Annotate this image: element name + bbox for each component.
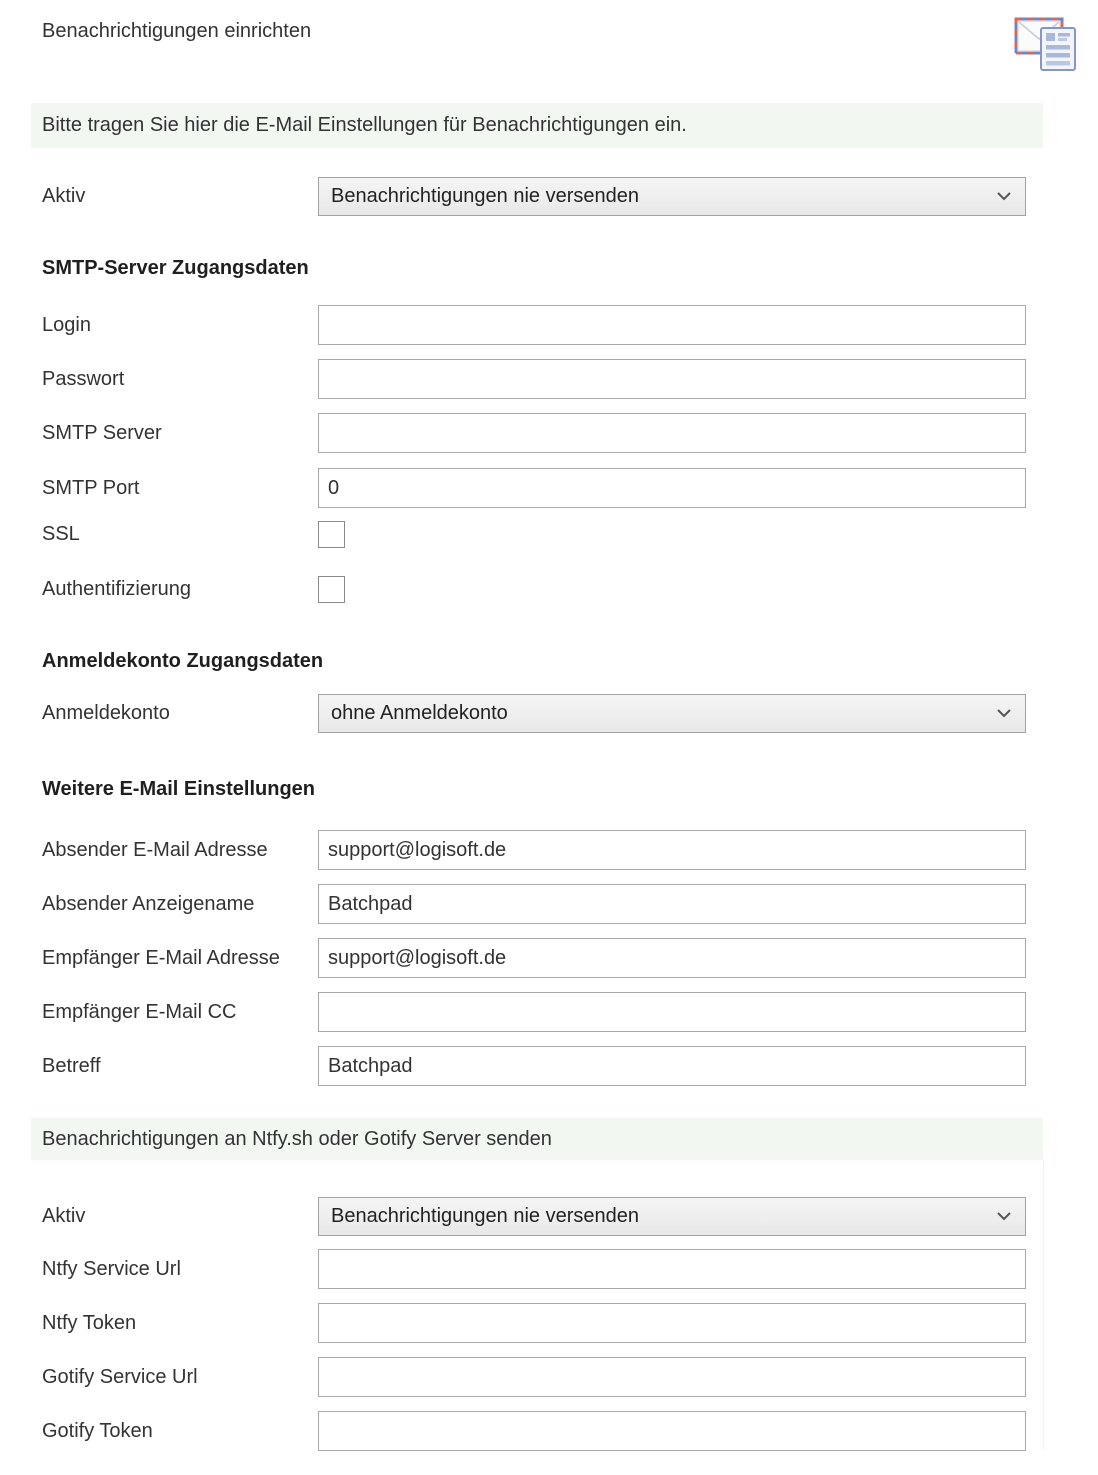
login-label: Login [42, 313, 91, 336]
ntfy-aktiv-value: Benachrichtigungen nie versenden [331, 1205, 639, 1227]
panel-edge-line [1043, 1160, 1044, 1450]
smtp-server-input[interactable] [318, 413, 1026, 453]
betreff-input[interactable] [318, 1046, 1026, 1086]
email-aktiv-value: Benachrichtigungen nie versenden [331, 185, 639, 207]
ntfy-banner-text: Benachrichtigungen an Ntfy.sh oder Gotify Server senden [42, 1127, 552, 1150]
smtp-server-label: SMTP Server [42, 421, 162, 444]
smtp-section-header: SMTP-Server Zugangsdaten [42, 257, 309, 279]
gotify-token-label: Gotify Token [42, 1419, 153, 1442]
anmeldekonto-section-header: Anmeldekonto Zugangsdaten [42, 650, 324, 672]
authentifizierung-label: Authentifizierung [42, 577, 191, 600]
absender-name-input[interactable] [318, 884, 1026, 924]
email-aktiv-label: Aktiv [42, 185, 86, 207]
smtp-port-label: SMTP Port [42, 476, 140, 499]
absender-adresse-input[interactable] [318, 830, 1026, 870]
ntfy-token-label: Ntfy Token [42, 1311, 137, 1334]
gotify-url-input[interactable] [318, 1357, 1026, 1397]
passwort-row [42, 359, 1026, 399]
gotify-token-input[interactable] [318, 1411, 1026, 1451]
betreff-row [42, 1046, 1026, 1086]
ssl-label: SSL [42, 522, 80, 545]
mail-notification-icon [1013, 12, 1079, 72]
passwort-label: Passwort [42, 367, 125, 390]
ntfy-token-input[interactable] [318, 1303, 1026, 1343]
authentifizierung-row [42, 575, 1026, 603]
email-intro-text: Bitte tragen Sie hier die E-Mail Einstellungen für Benachrichtigungen ein. [42, 114, 687, 136]
smtp-port-row [42, 468, 1026, 508]
ssl-row [42, 520, 1026, 548]
absender-adresse-row [42, 830, 1026, 870]
ntfy-url-row [42, 1249, 1026, 1289]
ntfy-aktiv-dropdown[interactable] [318, 1197, 1026, 1236]
ntfy-aktiv-row [42, 1197, 1026, 1236]
absender-name-row [42, 884, 1026, 924]
betreff-label: Betreff [42, 1054, 101, 1077]
gotify-url-row [42, 1357, 1026, 1397]
ntfy-token-row [42, 1303, 1026, 1343]
email-aktiv-row [42, 177, 1026, 216]
chevron-down-icon [997, 1212, 1011, 1221]
gotify-url-label: Gotify Service Url [42, 1365, 198, 1388]
ntfy-url-label: Ntfy Service Url [42, 1257, 181, 1280]
smtp-port-input[interactable] [318, 468, 1026, 508]
absender-name-label: Absender Anzeigename [42, 892, 255, 915]
chevron-down-icon [997, 709, 1011, 718]
ssl-checkbox[interactable] [318, 521, 345, 548]
chevron-down-icon [997, 192, 1011, 201]
smtp-server-row [42, 413, 1026, 453]
anmeldekonto-label: Anmeldekonto [42, 702, 170, 724]
empfaenger-adresse-row [42, 938, 1026, 978]
absender-adresse-label: Absender E-Mail Adresse [42, 838, 268, 861]
gotify-token-row [42, 1411, 1026, 1451]
anmeldekonto-value: ohne Anmeldekonto [331, 702, 508, 724]
ntfy-aktiv-label: Aktiv [42, 1205, 86, 1227]
login-row [42, 305, 1026, 345]
authentifizierung-checkbox[interactable] [318, 576, 345, 603]
page-title: Benachrichtigungen einrichten [42, 20, 312, 42]
login-input[interactable] [318, 305, 1026, 345]
passwort-input[interactable] [318, 359, 1026, 399]
email-aktiv-dropdown[interactable] [318, 177, 1026, 216]
empfaenger-cc-input[interactable] [318, 992, 1026, 1032]
weitere-section-header: Weitere E-Mail Einstellungen [42, 778, 316, 800]
empfaenger-cc-label: Empfänger E-Mail CC [42, 1000, 237, 1023]
email-intro-banner [31, 103, 1043, 148]
empfaenger-cc-row [42, 992, 1026, 1032]
empfaenger-adresse-input[interactable] [318, 938, 1026, 978]
anmeldekonto-dropdown[interactable] [318, 694, 1026, 733]
ntfy-url-input[interactable] [318, 1249, 1026, 1289]
ntfy-banner [31, 1118, 1043, 1160]
empfaenger-adresse-label: Empfänger E-Mail Adresse [42, 946, 280, 969]
anmeldekonto-row [42, 694, 1026, 733]
